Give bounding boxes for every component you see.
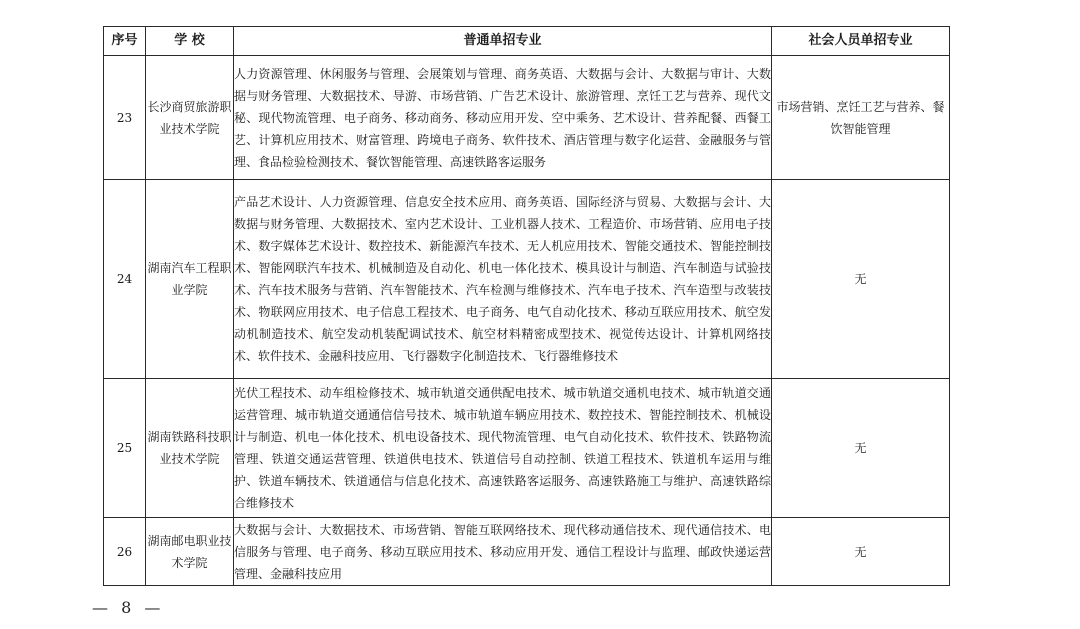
table-row: [104, 180, 950, 379]
row-no: 26: [104, 518, 146, 586]
row-majors: 光伏工程技术、动车组检修技术、城市轨道交通供配电技术、城市轨道交通机电技术、城市轨道交通运营管理、城市轨道交通通信信号技术、城市轨道车辆应用技术、数控技术、智能控制技术、机械设计与制造、机电一体化技术、机电设备技术、现代物流管理、电气自动化技术、软件技术、铁路物流管理、铁道交通运营管理、铁道供电技术、铁道信号自动控制、铁道工程技术、铁道机车运用与维护、铁道车辆技术、铁道通信与信息化技术、高速铁路客运服务、高速铁路施工与维护、高速铁路综合维修技术: [234, 379, 772, 518]
table-header-row: [104, 27, 950, 56]
row-school: 湖南邮电职业技术学院: [146, 518, 234, 586]
row-majors: 人力资源管理、休闲服务与管理、会展策划与管理、商务英语、大数据与会计、大数据与审计、大数据与财务管理、大数据技术、导游、市场营销、广告艺术设计、旅游管理、烹饪工艺与营养、现代文秘、现代物流管理、电子商务、移动商务、移动应用开发、空中乘务、艺术设计、营养配餐、西餐工艺、计算机应用技术、财富管理、跨境电子商务、软件技术、酒店管理与数字化运营、金融服务与管理、食品检验检测技术、餐饮智能管理、高速铁路客运服务: [234, 56, 772, 180]
row-social: 市场营销、烹饪工艺与营养、餐饮智能管理: [772, 56, 950, 180]
row-school: 长沙商贸旅游职业技术学院: [146, 56, 234, 180]
row-majors: 大数据与会计、大数据技术、市场营销、智能互联网络技术、现代移动通信技术、现代通信技术、电信服务与管理、电子商务、移动互联应用技术、移动应用开发、通信工程设计与监理、邮政快递运营管理、金融科技应用: [234, 518, 772, 586]
row-majors: 产品艺术设计、人力资源管理、信息安全技术应用、商务英语、国际经济与贸易、大数据与会计、大数据与财务管理、大数据技术、室内艺术设计、工业机器人技术、工程造价、市场营销、应用电子技术、数字媒体艺术设计、数控技术、新能源汽车技术、无人机应用技术、智能交通技术、智能控制技术、智能网联汽车技术、机械制造及自动化、机电一体化技术、模具设计与制造、汽车制造与试验技术、汽车技术服务与营销、汽车智能技术、汽车检测与维修技术、汽车电子技术、汽车造型与改装技术、物联网应用技术、电子信息工程技术、电子商务、电气自动化技术、移动互联应用技术、航空发动机制造技术、航空发动机装配调试技术、航空材料精密成型技术、视觉传达设计、计算机网络技术、软件技术、金融科技应用、飞行器数字化制造技术、飞行器维修技术: [234, 180, 772, 379]
table-row: [104, 56, 950, 180]
row-school: 湖南汽车工程职业学院: [146, 180, 234, 379]
admissions-table: [103, 26, 950, 586]
row-no: 23: [104, 56, 146, 180]
page-number: — 8 —: [92, 598, 165, 617]
row-social: 无: [772, 518, 950, 586]
header-no: 序号: [104, 27, 146, 56]
row-social: 无: [772, 180, 950, 379]
row-social: 无: [772, 379, 950, 518]
row-no: 25: [104, 379, 146, 518]
header-social: 社会人员单招专业: [772, 27, 950, 56]
table-row: [104, 518, 950, 586]
table-row: [104, 379, 950, 518]
row-no: 24: [104, 180, 146, 379]
header-majors: 普通单招专业: [234, 27, 772, 56]
header-school: 学 校: [146, 27, 234, 56]
row-school: 湖南铁路科技职业技术学院: [146, 379, 234, 518]
